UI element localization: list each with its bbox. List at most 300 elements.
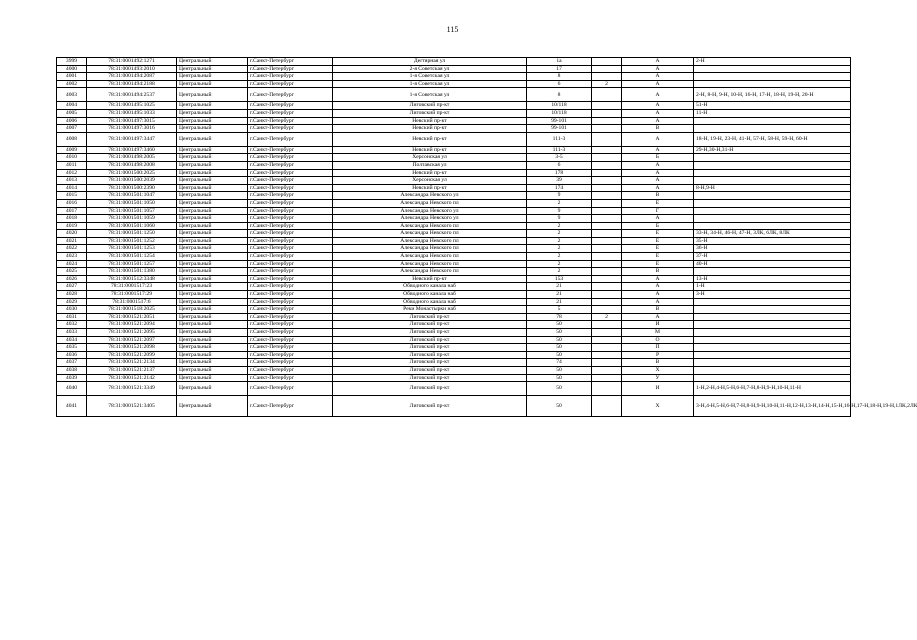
row-number-cell: 4009 [57,146,87,154]
cadastral-number-cell: 78:31:0001517:23 [87,283,177,291]
street-cell: 1-я Советская ул [333,80,527,88]
district-cell: Центральный [177,109,248,117]
building-korpus-cell [592,396,622,417]
building-korpus-cell [592,125,622,133]
litera-cell: А [622,58,694,66]
city-cell: г.Санкт-Петербург [248,344,333,352]
house-number-cell: 1а [527,58,592,66]
row-number-cell: 4002 [57,80,87,88]
premises-cell: 40-Н [694,260,851,268]
house-number-cell: 111-3 [527,132,592,146]
premises-cell [694,192,851,200]
city-cell: г.Санкт-Петербург [248,102,333,110]
litera-cell: А [622,117,694,125]
table-row [57,207,851,215]
table-row [57,245,851,253]
cadastral-number-cell: 78:31:0001501:1252 [87,237,177,245]
cadastral-number-cell: 78:31:0001498:2008 [87,161,177,169]
house-number-cell: 111-3 [527,146,592,154]
city-cell: г.Санкт-Петербург [248,298,333,306]
litera-cell: Б [622,154,694,162]
table-row [57,396,851,417]
row-number-cell: 4023 [57,253,87,261]
building-korpus-cell [592,132,622,146]
cadastral-number-cell: 78:31:0001500:2039 [87,177,177,185]
city-cell: г.Санкт-Петербург [248,177,333,185]
litera-cell: А [622,73,694,81]
city-cell: г.Санкт-Петербург [248,230,333,238]
premises-cell [694,306,851,314]
litera-cell: А [622,146,694,154]
premises-cell [694,329,851,337]
district-cell: Центральный [177,161,248,169]
row-number-cell: 4032 [57,321,87,329]
row-number-cell: 4004 [57,102,87,110]
city-cell: г.Санкт-Петербург [248,161,333,169]
street-cell: Невский пр-кт [333,132,527,146]
house-number-cell: 178 [527,169,592,177]
cadastral-number-cell: 78:31:0001497:3016 [87,125,177,133]
row-number-cell: 4015 [57,192,87,200]
district-cell: Центральный [177,291,248,299]
street-cell: 1-я Советская ул [333,88,527,102]
table-row [57,117,851,125]
house-number-cell: 153 [527,275,592,283]
cadastral-number-cell: 78:31:0001521:2097 [87,336,177,344]
house-number-cell: 2 [527,260,592,268]
district-cell: Центральный [177,306,248,314]
house-number-cell: 50 [527,344,592,352]
building-korpus-cell [592,207,622,215]
district-cell: Центральный [177,336,248,344]
row-number-cell: 4034 [57,336,87,344]
house-number-cell: 6 [527,161,592,169]
street-cell: Херсонская ул [333,177,527,185]
street-cell: Александра Невского ул [333,207,527,215]
district-cell: Центральный [177,253,248,261]
cadastral-number-cell: 78:31:0001495:1033 [87,109,177,117]
litera-cell: А [622,275,694,283]
district-cell: Центральный [177,313,248,321]
house-number-cell: 8 [527,73,592,81]
building-korpus-cell [592,192,622,200]
city-cell: г.Санкт-Петербург [248,351,333,359]
row-number-cell: 4013 [57,177,87,185]
cadastral-number-cell: 78:31:0001512:3348 [87,275,177,283]
table-row [57,382,851,396]
street-cell: Невский пр-кт [333,184,527,192]
building-korpus-cell [592,268,622,276]
row-number-cell: 4026 [57,275,87,283]
house-number-cell: 99-101 [527,117,592,125]
cadastral-number-cell: 78:31:0001498:2005 [87,154,177,162]
building-korpus-cell [592,222,622,230]
street-cell: Лиговский пр-кт [333,313,527,321]
cadastral-number-cell: 78:31:0001521:2095 [87,329,177,337]
cadastral-number-cell: 78:31:0001521:2094 [87,321,177,329]
house-number-cell: 74 [527,359,592,367]
district-cell: Центральный [177,230,248,238]
table-row [57,222,851,230]
litera-cell: В [622,192,694,200]
cadastral-number-cell: 78:31:0001492:1271 [87,58,177,66]
district-cell: Центральный [177,102,248,110]
district-cell: Центральный [177,80,248,88]
building-korpus-cell [592,306,622,314]
premises-cell [694,268,851,276]
cadastral-number-cell: 78:31:0001500:2025 [87,169,177,177]
cadastral-number-cell: 78:31:0001501:1060 [87,222,177,230]
litera-cell: А [622,283,694,291]
city-cell: г.Санкт-Петербург [248,154,333,162]
premises-cell [694,359,851,367]
city-cell: г.Санкт-Петербург [248,65,333,73]
house-number-cell: 2 [527,237,592,245]
row-number-cell: 4021 [57,237,87,245]
premises-cell [694,177,851,185]
street-cell: Невский пр-кт [333,169,527,177]
litera-cell: А [622,177,694,185]
city-cell: г.Санкт-Петербург [248,192,333,200]
house-number-cell: 78 [527,313,592,321]
premises-cell: 1-Н [694,283,851,291]
row-number-cell: 4020 [57,230,87,238]
premises-cell [694,125,851,133]
house-number-cell: 50 [527,336,592,344]
litera-cell: П [622,344,694,352]
litera-cell: А [622,88,694,102]
premises-cell: 35-Н [694,237,851,245]
premises-cell: 3-Н,4-Н,5-Н,6-Н,7-Н,8-Н,9-Н,10-Н,11-Н,12-Н,13-Н,14-Н,15-Н,16-Н,17-Н,18-Н,19-Н,1ЛК,2ЛК [694,396,851,417]
street-cell: Александра Невского пл [333,260,527,268]
city-cell: г.Санкт-Петербург [248,329,333,337]
building-korpus-cell [592,102,622,110]
house-number-cell: 39 [527,177,592,185]
cadastral-number-cell: 78:31:0001501:1057 [87,207,177,215]
building-korpus-cell [592,382,622,396]
table-row [57,237,851,245]
district-cell: Центральный [177,146,248,154]
premises-cell [694,351,851,359]
row-number-cell: 4041 [57,396,87,417]
street-cell: Лиговский пр-кт [333,321,527,329]
row-number-cell: 4010 [57,154,87,162]
city-cell: г.Санкт-Петербург [248,366,333,374]
building-korpus-cell [592,253,622,261]
city-cell: г.Санкт-Петербург [248,306,333,314]
cadastral-number-cell: 78:31:0001494:2537 [87,88,177,102]
table-row [57,298,851,306]
row-number-cell: 4036 [57,351,87,359]
building-korpus-cell [592,298,622,306]
premises-cell [694,366,851,374]
district-cell: Центральный [177,359,248,367]
city-cell: г.Санкт-Петербург [248,169,333,177]
premises-cell [694,169,851,177]
building-korpus-cell [592,351,622,359]
street-cell: Александра Невского пл [333,253,527,261]
district-cell: Центральный [177,177,248,185]
row-number-cell: 4038 [57,366,87,374]
row-number-cell: 4031 [57,313,87,321]
table-row [57,215,851,223]
table-row [57,366,851,374]
house-number-cell: 2 [527,245,592,253]
table-row [57,161,851,169]
premises-cell: 1-Н,2-Н,4-Н,5-Н,6-Н,7-Н,8-Н,9-Н,10-Н,11-Н [694,382,851,396]
city-cell: г.Санкт-Петербург [248,291,333,299]
street-cell: Херсонская ул [333,154,527,162]
litera-cell: О [622,336,694,344]
district-cell: Центральный [177,215,248,223]
house-number-cell: 50 [527,396,592,417]
litera-cell: А [622,184,694,192]
district-cell: Центральный [177,169,248,177]
cadastral-number-cell: 78:31:0001493:2010 [87,65,177,73]
house-number-cell: 50 [527,382,592,396]
district-cell: Центральный [177,382,248,396]
street-cell: Невский пр-кт [333,125,527,133]
city-cell: г.Санкт-Петербург [248,132,333,146]
row-number-cell: 4040 [57,382,87,396]
street-cell: Невский пр-кт [333,275,527,283]
street-cell: Реки Монастырки наб [333,306,527,314]
table-row [57,184,851,192]
litera-cell: В [622,306,694,314]
street-cell: Обводного канала наб [333,298,527,306]
premises-cell [694,344,851,352]
house-number-cell: 50 [527,351,592,359]
street-cell: Лиговский пр-кт [333,366,527,374]
table-row [57,374,851,382]
house-number-cell: 8 [527,88,592,102]
district-cell: Центральный [177,73,248,81]
premises-cell: 33-Н, 34-Н, 46-Н, 47-Н, 3ЛК, 6ЛК, 8ЛК [694,230,851,238]
row-number-cell: 4007 [57,125,87,133]
house-number-cell: 2 [527,253,592,261]
cadastral-number-cell: 78:31:0001521:3405 [87,396,177,417]
row-number-cell: 4005 [57,109,87,117]
district-cell: Центральный [177,245,248,253]
building-korpus-cell [592,154,622,162]
house-number-cell: 2 [527,222,592,230]
premises-cell: 37-Н [694,253,851,261]
street-cell: Лиговский пр-кт [333,382,527,396]
house-number-cell: 10/118 [527,109,592,117]
house-number-cell: 99-101 [527,125,592,133]
building-korpus-cell [592,184,622,192]
cadastral-number-cell: 78:31:0001501:1250 [87,230,177,238]
row-number-cell: 4000 [57,65,87,73]
city-cell: г.Санкт-Петербург [248,374,333,382]
litera-cell: Х [622,366,694,374]
litera-cell: Е [622,245,694,253]
district-cell: Центральный [177,58,248,66]
table-row [57,291,851,299]
house-number-cell: 2 [527,230,592,238]
street-cell: Лиговский пр-кт [333,344,527,352]
district-cell: Центральный [177,125,248,133]
table-row [57,329,851,337]
street-cell: Лиговский пр-кт [333,396,527,417]
city-cell: г.Санкт-Петербург [248,245,333,253]
table-row [57,275,851,283]
district-cell: Центральный [177,396,248,417]
litera-cell: В [622,359,694,367]
building-korpus-cell [592,374,622,382]
building-korpus-cell [592,58,622,66]
table-row [57,230,851,238]
building-korpus-cell [592,169,622,177]
house-number-cell: 9 [527,192,592,200]
city-cell: г.Санкт-Петербург [248,253,333,261]
house-number-cell: 2 [527,199,592,207]
city-cell: г.Санкт-Петербург [248,237,333,245]
cadastral-number-cell: 78:31:0001501:1253 [87,245,177,253]
building-korpus-cell [592,199,622,207]
city-cell: г.Санкт-Петербург [248,58,333,66]
house-number-cell: 50 [527,329,592,337]
district-cell: Центральный [177,132,248,146]
district-cell: Центральный [177,154,248,162]
city-cell: г.Санкт-Петербург [248,215,333,223]
litera-cell: Е [622,237,694,245]
table-row [57,199,851,207]
row-number-cell: 4018 [57,215,87,223]
row-number-cell: 4028 [57,291,87,299]
table-row [57,125,851,133]
litera-cell: А [622,313,694,321]
row-number-cell: 4030 [57,306,87,314]
litera-cell: Е [622,199,694,207]
cadastral-number-cell: 78:31:0001494:2087 [87,73,177,81]
district-cell: Центральный [177,374,248,382]
premises-cell [694,161,851,169]
district-cell: Центральный [177,207,248,215]
cadastral-number-cell: 78:31:0001521:3349 [87,382,177,396]
house-number-cell: 21 [527,298,592,306]
city-cell: г.Санкт-Петербург [248,396,333,417]
premises-cell: 11-Н [694,109,851,117]
table-row [57,306,851,314]
city-cell: г.Санкт-Петербург [248,313,333,321]
district-cell: Центральный [177,237,248,245]
table-row [57,132,851,146]
house-number-cell: 9 [527,207,592,215]
litera-cell: У [622,374,694,382]
premises-cell [694,336,851,344]
district-cell: Центральный [177,199,248,207]
building-korpus-cell [592,161,622,169]
premises-cell: 51-Н [694,102,851,110]
page-number: 115 [446,25,459,34]
premises-cell [694,222,851,230]
row-number-cell: 4024 [57,260,87,268]
premises-cell [694,65,851,73]
house-number-cell: 2 [527,268,592,276]
table-row [57,58,851,66]
cadastral-number-cell: 78:31:0001521:2137 [87,366,177,374]
city-cell: г.Санкт-Петербург [248,222,333,230]
litera-cell: Е [622,260,694,268]
city-cell: г.Санкт-Петербург [248,382,333,396]
district-cell: Центральный [177,275,248,283]
table-row [57,359,851,367]
building-korpus-cell [592,275,622,283]
building-korpus-cell [592,336,622,344]
city-cell: г.Санкт-Петербург [248,321,333,329]
building-korpus-cell [592,88,622,102]
litera-cell: Х [622,396,694,417]
district-cell: Центральный [177,222,248,230]
building-korpus-cell [592,366,622,374]
district-cell: Центральный [177,117,248,125]
premises-cell [694,215,851,223]
table-row [57,73,851,81]
cadastral-number-cell: 78:31:0001501:1254 [87,253,177,261]
building-korpus-cell [592,260,622,268]
house-number-cell: 3-5 [527,154,592,162]
building-korpus-cell [592,117,622,125]
litera-cell: А [622,132,694,146]
litera-cell: А [622,65,694,73]
city-cell: г.Санкт-Петербург [248,199,333,207]
litera-cell: Б [622,222,694,230]
house-number-cell: 6 [527,80,592,88]
litera-cell: А [622,298,694,306]
building-korpus-cell [592,73,622,81]
house-number-cell: 21 [527,291,592,299]
district-cell: Центральный [177,184,248,192]
litera-cell: И [622,382,694,396]
litera-cell: Р [622,351,694,359]
litera-cell: А [622,291,694,299]
table-row [57,65,851,73]
building-korpus-cell: 2 [592,80,622,88]
property-registry-table [56,57,917,417]
house-number-cell: 9 [527,215,592,223]
district-cell: Центральный [177,192,248,200]
building-korpus-cell [592,146,622,154]
cadastral-number-cell: 78:31:0001495:1025 [87,102,177,110]
row-number-cell: 4011 [57,161,87,169]
premises-cell [694,321,851,329]
litera-cell: В [622,268,694,276]
row-number-cell: 4016 [57,199,87,207]
litera-cell: В [622,125,694,133]
table-row [57,253,851,261]
litera-cell: А [622,80,694,88]
table-row [57,154,851,162]
street-cell: Александра Невского пл [333,199,527,207]
building-korpus-cell [592,109,622,117]
table-row [57,268,851,276]
row-number-cell: 4035 [57,344,87,352]
premises-cell: 36-Н [694,245,851,253]
street-cell: Александра Невского пл [333,222,527,230]
table-row [57,260,851,268]
table-row [57,146,851,154]
table-row [57,313,851,321]
district-cell: Центральный [177,88,248,102]
building-korpus-cell [592,321,622,329]
table-row [57,80,851,88]
table-row [57,351,851,359]
street-cell: Лиговский пр-кт [333,109,527,117]
table-row [57,109,851,117]
litera-cell: А [622,215,694,223]
district-cell: Центральный [177,351,248,359]
